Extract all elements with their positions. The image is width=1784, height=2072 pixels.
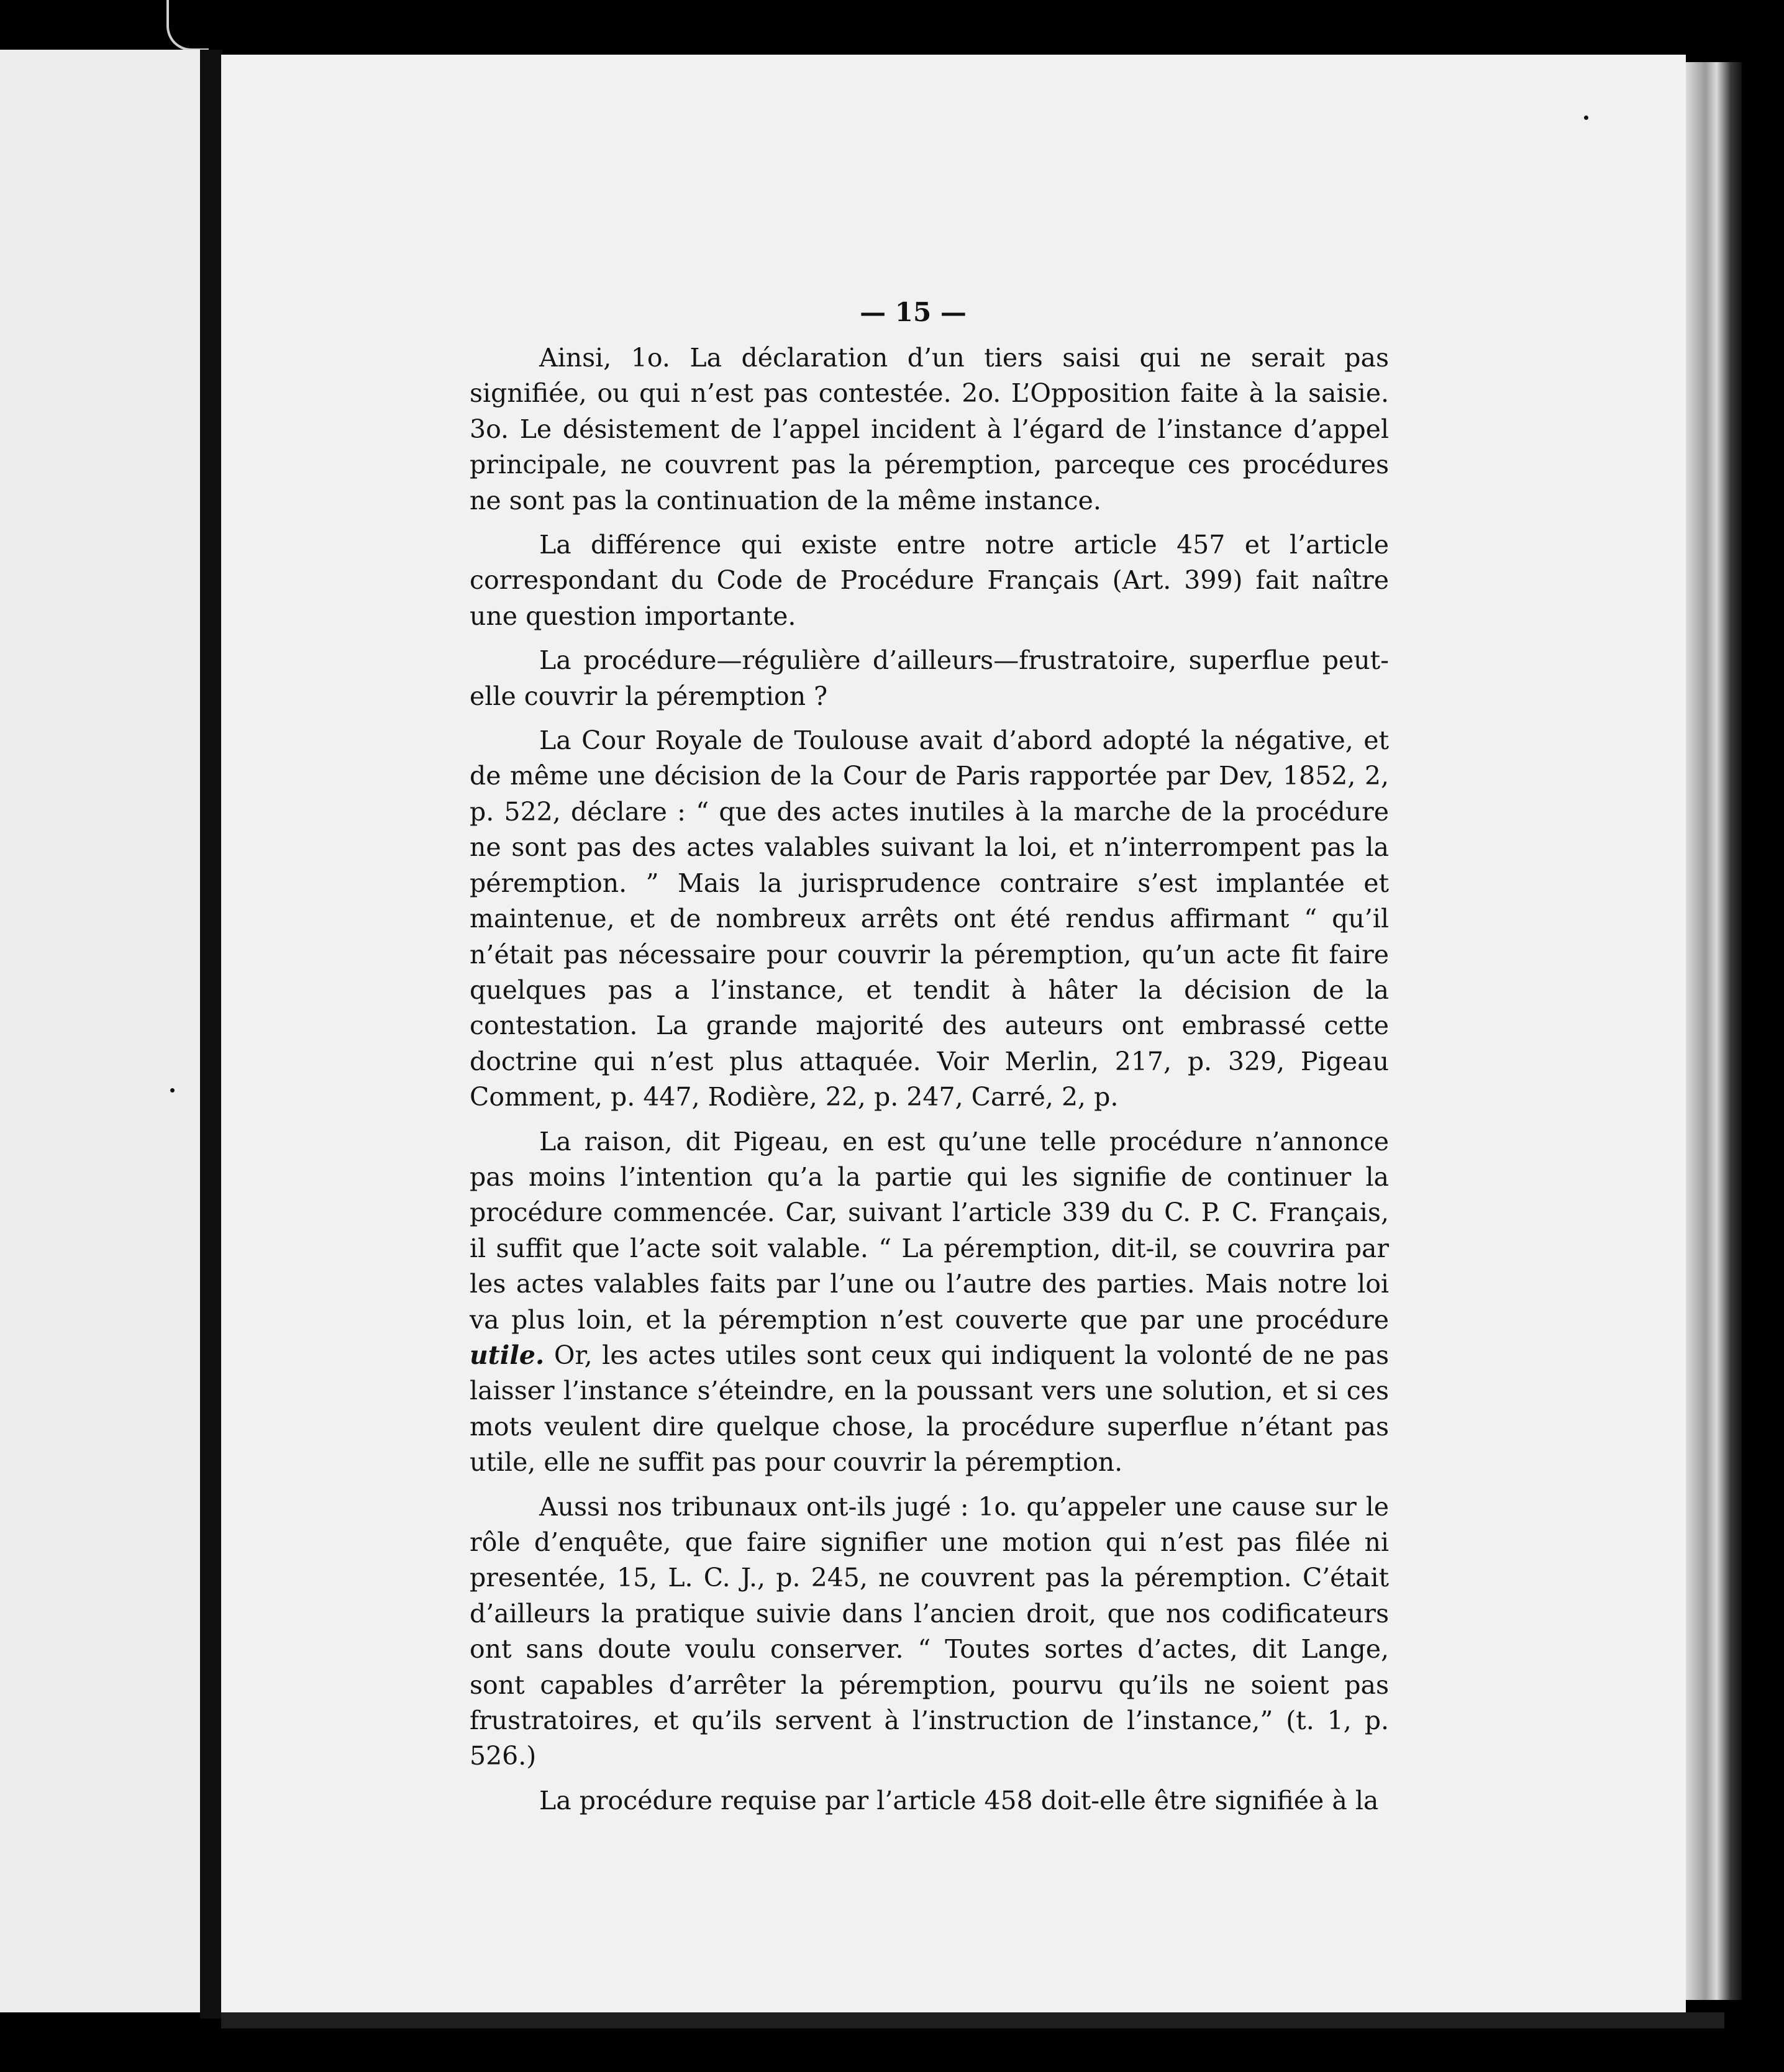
page-bottom-edge xyxy=(221,2012,1724,2029)
speck-mark xyxy=(170,1088,175,1093)
page-number: — 15 — xyxy=(860,297,967,327)
binding-gutter xyxy=(200,50,222,2019)
speck-mark xyxy=(1584,116,1588,120)
body-text xyxy=(470,340,1389,1827)
emphasis-word: utile. xyxy=(470,1340,545,1370)
paragraph: Ainsi, 1o. La déclaration d’un tiers saisi qui ne serait pas signifiée, ou qui n’est pas contestée. 2o. L’Opposition faite à la saisie. 3o. Le désistement de l’appel incident à l’égard de l’instance d’appel principale, ne couvrent pas la péremption, parceque ces procédures ne sont pas la continuation de la même instance. xyxy=(470,343,1389,516)
paragraph-text: Or, les actes utiles sont ceux qui indiquent la volonté de ne pas laisser l’instance s’éteindre, en la poussant vers une solution, et si ces mots veulent dire quelque chose, la procédure superflue n’étant pas utile, elle ne suffit pas pour couvrir la péremption. xyxy=(470,1340,1389,1478)
page-stack-edge xyxy=(1686,62,1742,2000)
corner-pen-stroke xyxy=(166,0,209,51)
paragraph-text: La raison, dit Pigeau, en est qu’une telle procédure n’annonce pas moins l’intention qu’a la partie qui les signifie de continuer la procédure commencée. Car, suivant l’article 339 du C. P. C. Français, il suffit que l’acte soit valable. “ La péremption, dit-il, se couvrira par les actes valables faits par l’une ou l’autre des parties. Mais notre loi va plus loin, et la péremption n’est couverte que par une procédure xyxy=(470,1126,1389,1335)
paragraph: La Cour Royale de Toulouse avait d’abord adopté la négative, et de même une décision de la Cour de Paris rapportée par Dev, 1852, 2, p. 522, déclare : “ que des actes inutiles à la marche de la procédure ne sont pas des actes valables suivant la loi, et n’interrompent pas la péremption. ” Mais la jurisprudence contraire s’est implantée et maintenue, et de nombreux arrêts ont été rendus affirmant “ qu’il n’était pas nécessaire pour couvrir la péremption, qu’un acte fit faire quelques pas a l’instance, et tendit à hâter la décision de la contestation. La grande majorité des auteurs ont embrassé cette doctrine qui n’est plus attaquée. Voir Merlin, 217, p. 329, Pigeau Comment, p. 447, Rodière, 22, p. 247, Carré, 2, p. xyxy=(470,725,1389,1112)
paragraph: La différence qui existe entre notre article 457 et l’article correspondant du Code de Procédure Français (Art. 399) fait naître une question importante. xyxy=(470,530,1389,631)
paragraph: La procédure—régulière d’ailleurs—frustratoire, superflue peut-elle couvrir la péremption ? xyxy=(470,645,1389,711)
previous-page-margin xyxy=(0,50,200,2012)
paragraph: Aussi nos tribunaux ont-ils jugé : 1o. qu’appeler une cause sur le rôle d’enquête, que faire signifier une motion qui n’est pas filée ni presentée, 15, L. C. J., p. 245, ne couvrent pas la péremption. C’était d’ailleurs la pratique suivie dans l’ancien droit, que nos codificateurs ont sans doute voulu conserver. “ Toutes sortes d’actes, dit Lange, sont capables d’arrêter la péremption, pourvu qu’ils ne soient pas frustratoires, et qu’ils servent à l’instruction de l’instance,” (t. 1, p. 526.) xyxy=(470,1491,1389,1771)
paragraph xyxy=(470,1124,1389,1481)
paragraph: La procédure requise par l’article 458 doit-elle être signifiée à la xyxy=(539,1785,1379,1815)
